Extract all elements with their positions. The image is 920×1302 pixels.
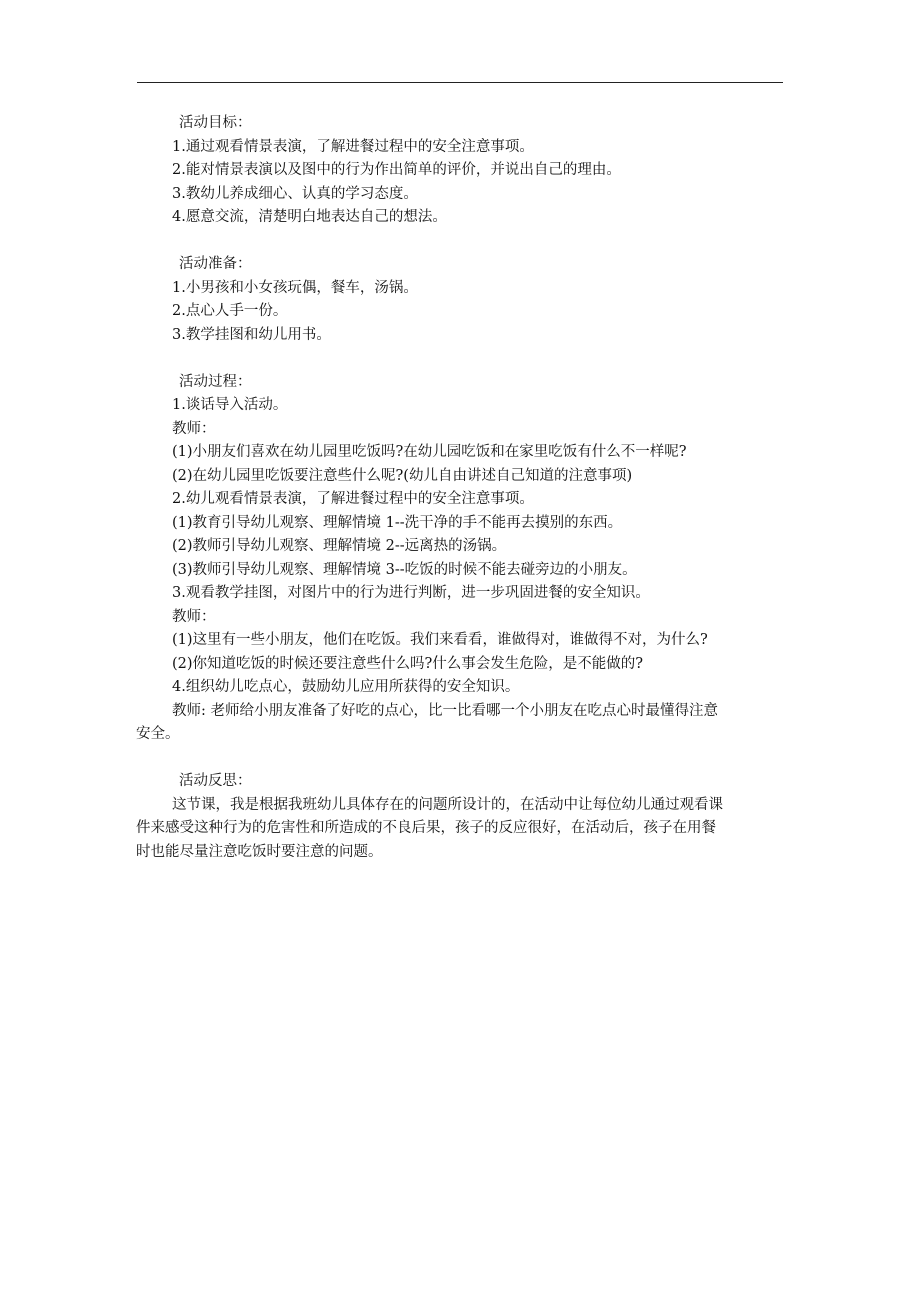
goals-item: 1.通过观看情景表演，了解进餐过程中的安全注意事项。 — [172, 138, 534, 155]
reflection-line: 件来感受这种行为的危害性和所造成的不良后果，孩子的反应很好，在活动后，孩子在用餐 — [136, 820, 716, 836]
reflection-heading: 活动反思： — [179, 773, 252, 789]
process-item: 3.观看教学挂图，对图片中的行为进行判断，进一步巩固进餐的安全知识。 — [172, 585, 650, 601]
process-item: (2)你知道吃饭的时候还要注意些什么吗?什么事会发生危险，是不能做的? — [172, 655, 644, 672]
process-item: (2)在幼儿园里吃饭要注意些什么呢?(幼儿自由讲述自己知道的注意事项) — [172, 467, 633, 484]
process-item: (1)小朋友们喜欢在幼儿园里吃饭吗?在幼儿园吃饭和在家里吃饭有什么不一样呢? — [172, 444, 687, 460]
section-preparation — [172, 253, 784, 347]
preparation-heading: 活动准备： — [179, 256, 252, 272]
goals-item: 3.教幼儿养成细心、认真的学习态度。 — [172, 185, 418, 202]
goals-item: 2.能对情景表演以及图中的行为作出简单的评价，并说出自己的理由。 — [172, 162, 621, 178]
section-reflection — [136, 770, 784, 864]
process-item: 1.谈话导入活动。 — [172, 397, 288, 413]
preparation-item: 2.点心人手一份。 — [172, 303, 288, 319]
process-heading: 活动过程： — [179, 373, 252, 390]
goals-item: 4.愿意交流，清楚明白地表达自己的想法。 — [172, 209, 447, 225]
process-item: 教师： — [172, 420, 216, 437]
reflection-line: 时也能尽量注意吃饭时要注意的问题。 — [136, 843, 383, 860]
process-closing-line: 安全。 — [136, 726, 180, 742]
reflection-line: 这节课，我是根据我班幼儿具体存在的问题所设计的，在活动中让每位幼儿通过观看课 — [172, 796, 723, 813]
process-item: (1)这里有一些小朋友，他们在吃饭。我们来看看，谁做得对，谁做得不对，为什么? — [172, 632, 708, 648]
process-item: 教师： — [172, 608, 216, 625]
preparation-item: 3.教学挂图和幼儿用书。 — [172, 326, 331, 343]
preparation-item: 1.小男孩和小女孩玩偶，餐车，汤锅。 — [172, 279, 418, 296]
process-item: (3)教师引导幼儿观察、理解情境 3--吃饭的时候不能去碰旁边的小朋友。 — [172, 561, 637, 578]
document-body — [136, 112, 784, 888]
process-item: (1)教育引导幼儿观察、理解情境 1--洗干净的手不能再去摸别的东西。 — [172, 514, 623, 531]
process-item: 2.幼儿观看情景表演，了解进餐过程中的安全注意事项。 — [172, 491, 534, 507]
process-closing-line: 教师: 老师给小朋友准备了好吃的点心，比一比看哪一个小朋友在吃点心时最懂得注意 — [172, 702, 718, 719]
section-process — [136, 371, 784, 747]
process-item: (2)教师引导幼儿观察、理解情境 2--远离热的汤锅。 — [172, 538, 507, 554]
header-rule — [137, 82, 783, 83]
section-goals — [172, 112, 784, 230]
goals-heading: 活动目标： — [179, 115, 252, 131]
process-item: 4.组织幼儿吃点心，鼓励幼儿应用所获得的安全知识。 — [172, 679, 520, 695]
